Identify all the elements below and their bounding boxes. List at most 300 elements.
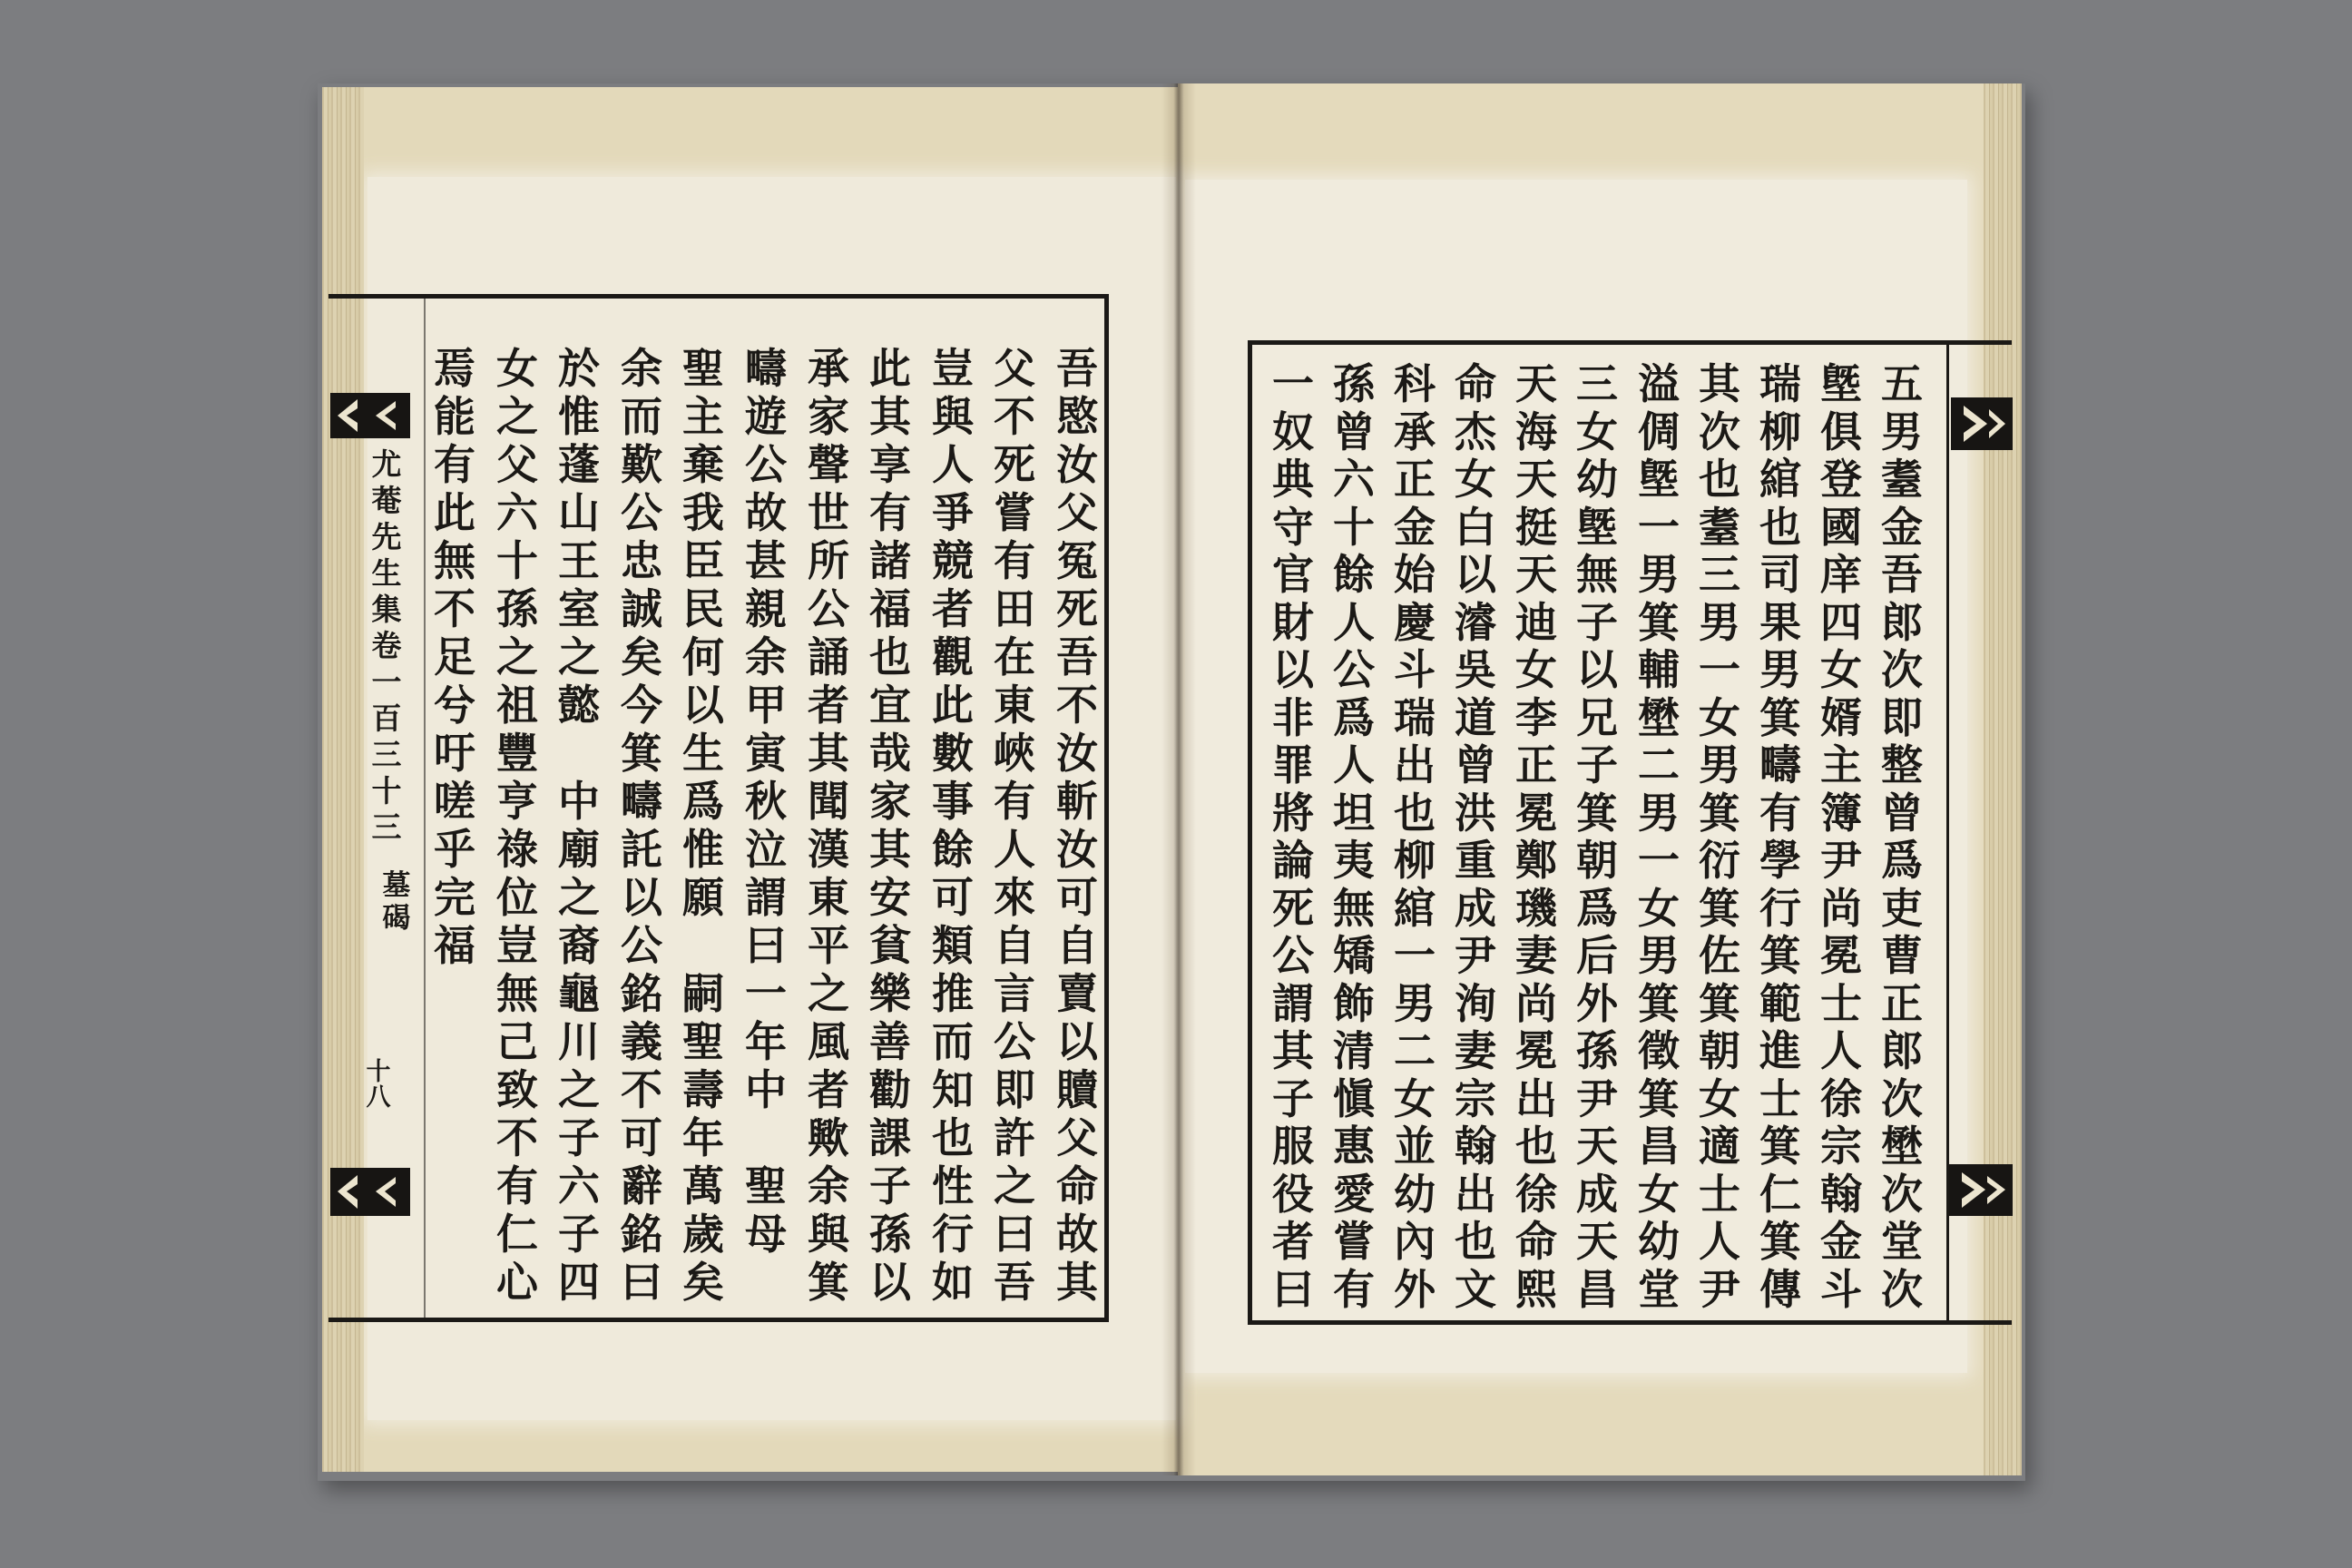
glyph: 耋 [1881, 455, 1923, 504]
glyph: 子 [558, 1210, 600, 1259]
glyph: 尹 [1576, 1073, 1618, 1123]
glyph: 箕 [1759, 931, 1801, 980]
glyph: 子 [869, 1161, 911, 1210]
glyph: 女 [1638, 883, 1680, 933]
glyph: 士 [1820, 978, 1862, 1028]
glyph: 六 [496, 488, 538, 537]
glyph: 福 [434, 921, 475, 970]
glyph: 綰 [1759, 455, 1801, 504]
glyph: 家 [869, 777, 911, 826]
glyph: 己 [496, 1017, 538, 1066]
glyph: 有 [994, 536, 1035, 585]
glyph: 冤 [1056, 536, 1098, 585]
glyph: 衍 [1699, 836, 1740, 885]
glyph: 箕 [1638, 597, 1680, 647]
glyph: 王 [558, 536, 600, 585]
fishtail-lower-right-ornament [1949, 1164, 2013, 1216]
glyph: 甚 [745, 536, 787, 585]
glyph: 父 [1056, 1113, 1098, 1162]
glyph: 有 [496, 1161, 538, 1210]
glyph: 心 [496, 1258, 538, 1307]
glyph: 吏 [1881, 883, 1923, 933]
glyph: 爲 [682, 777, 724, 826]
glyph: 不 [994, 392, 1035, 441]
glyph: 一 [371, 664, 402, 700]
glyph: 聖 [682, 1017, 724, 1066]
glyph: 出 [1515, 1073, 1557, 1123]
glyph: 菴 [371, 483, 402, 518]
glyph: 一 [1394, 931, 1436, 980]
glyph: 乎 [434, 825, 475, 874]
glyph: 聞 [808, 777, 849, 826]
glyph: 致 [496, 1065, 538, 1114]
glyph: 始 [1394, 550, 1436, 599]
glyph: 聲 [808, 440, 849, 489]
glyph: 泣 [745, 825, 787, 874]
glyph: 財 [1272, 597, 1314, 647]
glyph: 不 [1056, 681, 1098, 730]
glyph: 以 [682, 681, 724, 730]
glyph: 男 [1699, 740, 1740, 789]
glyph: 婿 [1820, 692, 1862, 742]
glyph: 十 [371, 773, 402, 808]
glyph: 愛 [1333, 1169, 1375, 1219]
glyph: 女 [1576, 407, 1618, 456]
glyph: 曰 [621, 1258, 662, 1307]
glyph: 惟 [682, 825, 724, 874]
glyph: 李 [1515, 692, 1557, 742]
glyph: 以 [1576, 645, 1618, 694]
glyph: 兄 [1576, 692, 1618, 742]
glyph: 慶 [1394, 597, 1436, 647]
glyph: 男 [1759, 645, 1801, 694]
glyph: 昌 [1576, 1264, 1618, 1314]
margin-collection-title [367, 446, 407, 846]
glyph: 者 [932, 584, 974, 633]
right-text-column-7 [1511, 360, 1562, 1313]
glyph: 箕 [1759, 1122, 1801, 1171]
glyph: 即 [994, 1065, 1035, 1114]
glyph: 裔 [558, 921, 600, 970]
glyph: 臣 [682, 536, 724, 585]
glyph: 男 [1638, 788, 1680, 838]
glyph: 徵 [1638, 1026, 1680, 1075]
glyph: 其 [869, 825, 911, 874]
left-text-column-1 [1052, 345, 1102, 1307]
glyph: 郎 [1881, 1026, 1923, 1075]
glyph: 諸 [869, 536, 911, 585]
glyph: 曾 [1333, 407, 1375, 456]
glyph: 尤 [371, 446, 402, 482]
glyph: 位 [496, 873, 538, 922]
glyph: 忠 [621, 536, 662, 585]
glyph: 之 [558, 1065, 600, 1114]
right-text-column-1 [1877, 360, 1927, 1313]
glyph: 出 [1394, 740, 1436, 789]
glyph: 服 [1272, 1122, 1314, 1171]
left-margin-column-divider [424, 294, 426, 1322]
glyph: 斬 [1056, 777, 1098, 826]
glyph: 簿 [1820, 788, 1862, 838]
glyph: 柳 [1394, 836, 1436, 885]
glyph: 女 [1515, 645, 1557, 694]
glyph: 箕 [1759, 692, 1801, 742]
glyph: 宜 [869, 681, 911, 730]
glyph: 洪 [1455, 788, 1496, 838]
glyph: 冕 [1515, 1026, 1557, 1075]
right-text-column-5 [1633, 360, 1684, 1313]
glyph: 甲 [745, 681, 787, 730]
glyph: 樂 [869, 969, 911, 1018]
glyph: 六 [558, 1161, 600, 1210]
fishtail-upper-right-ornament [1951, 397, 2013, 450]
glyph: 尹 [1820, 836, 1862, 885]
left-text-column-4 [865, 345, 916, 1307]
right-frame-bottom-rule [1248, 1320, 2012, 1325]
glyph: 斗 [1394, 645, 1436, 694]
glyph: 中 [558, 777, 600, 826]
glyph: 汝 [1056, 440, 1098, 489]
glyph: 世 [808, 488, 849, 537]
right-text-column-6 [1572, 360, 1622, 1313]
glyph: 曰 [745, 921, 787, 970]
glyph: 嗣 [682, 969, 724, 1018]
glyph: 子 [558, 1113, 600, 1162]
glyph: 愍 [1056, 392, 1098, 441]
glyph: 倜 [1638, 407, 1680, 456]
glyph: 父 [994, 344, 1035, 393]
glyph: 次 [1881, 1073, 1923, 1123]
glyph: 故 [745, 488, 787, 537]
glyph: 東 [808, 873, 849, 922]
glyph: 女 [1699, 692, 1740, 742]
glyph: 銘 [621, 969, 662, 1018]
glyph: 足 [434, 632, 475, 681]
glyph: 遊 [745, 392, 787, 441]
glyph: 宗 [1455, 1073, 1496, 1123]
glyph: 吾 [994, 1258, 1035, 1307]
glyph: 命 [1515, 1217, 1557, 1266]
glyph: 庠 [1820, 550, 1862, 599]
glyph: 子 [1576, 597, 1618, 647]
glyph: 東 [994, 681, 1035, 730]
glyph: 聖 [682, 344, 724, 393]
glyph: 役 [1272, 1169, 1314, 1219]
glyph: 祿 [496, 825, 538, 874]
glyph: 能 [434, 392, 475, 441]
glyph: 重 [1455, 836, 1496, 885]
glyph: 其 [869, 392, 911, 441]
glyph: 男 [1881, 407, 1923, 456]
glyph: 孫 [1333, 359, 1375, 408]
glyph: 棄 [682, 440, 724, 489]
glyph: 女 [1820, 645, 1862, 694]
glyph: 以 [1455, 550, 1496, 599]
glyph: 奴 [1272, 407, 1314, 456]
glyph: 也 [1699, 455, 1740, 504]
glyph: 徐 [1515, 1169, 1557, 1219]
glyph: 於 [558, 344, 600, 393]
glyph: 幼 [1394, 1169, 1436, 1219]
glyph: 以 [869, 1258, 911, 1307]
glyph: 一 [1638, 836, 1680, 885]
glyph: 余 [745, 632, 787, 681]
glyph: 死 [1056, 584, 1098, 633]
glyph: 課 [869, 1113, 911, 1162]
glyph: 墍 [1820, 359, 1862, 408]
glyph: 壄 [1638, 692, 1680, 742]
glyph: 箕 [1699, 883, 1740, 933]
glyph: 三 [1699, 550, 1740, 599]
glyph: 仁 [1759, 1169, 1801, 1219]
glyph: 冕 [1515, 788, 1557, 838]
glyph: 矯 [1333, 931, 1375, 980]
glyph: 以 [621, 873, 662, 922]
glyph: 愼 [1333, 1073, 1375, 1123]
glyph: 十 [366, 1058, 391, 1086]
glyph: 堂 [1638, 1264, 1680, 1314]
glyph: 男 [1394, 978, 1436, 1028]
glyph: 十 [1333, 502, 1375, 552]
glyph: 道 [1455, 692, 1496, 742]
glyph: 有 [994, 777, 1035, 826]
glyph: 海 [1515, 407, 1557, 456]
glyph: 汝 [1056, 825, 1098, 874]
glyph: 金 [1881, 502, 1923, 552]
glyph: 吾 [1056, 632, 1098, 681]
left-frame-top-rule [328, 294, 1109, 299]
left-text-column-2 [989, 345, 1040, 1307]
glyph: 孫 [1576, 1026, 1618, 1075]
glyph: 堂 [1881, 1217, 1923, 1266]
glyph: 母 [745, 1210, 787, 1259]
glyph: 不 [434, 584, 475, 633]
glyph: 類 [932, 921, 974, 970]
glyph: 死 [1272, 883, 1314, 933]
glyph: 田 [994, 584, 1035, 633]
glyph: 有 [1759, 788, 1801, 838]
glyph: 如 [932, 1258, 974, 1307]
glyph: 幼 [1638, 1217, 1680, 1266]
glyph: 曰 [1272, 1264, 1314, 1314]
glyph: 故 [1056, 1210, 1098, 1259]
glyph: 爲 [1333, 692, 1375, 742]
glyph: 柳 [1759, 407, 1801, 456]
glyph: 知 [932, 1065, 974, 1114]
glyph: 尚 [1515, 978, 1557, 1028]
glyph: 聖 [745, 1161, 787, 1210]
glyph: 箕 [808, 1258, 849, 1307]
glyph: 壄 [1881, 1122, 1923, 1171]
right-text-column-3 [1755, 360, 1806, 1313]
glyph: 公 [994, 1017, 1035, 1066]
glyph: 妻 [1515, 931, 1557, 980]
glyph: 進 [1759, 1026, 1801, 1075]
glyph: 論 [1272, 836, 1314, 885]
glyph: 命 [1455, 359, 1496, 408]
glyph: 安 [869, 873, 911, 922]
glyph: 爲 [1881, 836, 1923, 885]
glyph: 冕 [1820, 931, 1862, 980]
glyph: 年 [682, 1113, 724, 1162]
glyph: 后 [1576, 931, 1618, 980]
glyph: 溢 [1638, 359, 1680, 408]
glyph: 一 [1699, 645, 1740, 694]
glyph: 其 [1699, 359, 1740, 408]
glyph: 家 [808, 392, 849, 441]
right-text-column-11 [1268, 360, 1318, 1313]
glyph: 所 [808, 536, 849, 585]
glyph: 山 [558, 488, 600, 537]
glyph: 璣 [1515, 883, 1557, 933]
glyph: 斗 [1820, 1264, 1862, 1314]
glyph: 哉 [869, 729, 911, 778]
glyph: 尚 [1820, 883, 1862, 933]
glyph: 次 [1881, 1264, 1923, 1314]
glyph: 川 [558, 1017, 600, 1066]
glyph: 一 [745, 969, 787, 1018]
glyph: 女 [1638, 1169, 1680, 1219]
glyph: 中 [745, 1065, 787, 1114]
glyph: 女 [496, 344, 538, 393]
glyph: 義 [621, 1017, 662, 1066]
glyph: 一 [1272, 359, 1314, 408]
glyph: 銘 [621, 1210, 662, 1259]
glyph: 即 [1881, 692, 1923, 742]
glyph: 以 [1056, 1017, 1098, 1066]
glyph: 疇 [621, 777, 662, 826]
glyph: 我 [682, 488, 724, 537]
glyph: 享 [869, 440, 911, 489]
glyph: 與 [808, 1210, 849, 1259]
glyph: 公 [621, 488, 662, 537]
glyph: 汝 [1056, 729, 1098, 778]
glyph: 箕 [1638, 1073, 1680, 1123]
glyph: 者 [808, 1065, 849, 1114]
glyph: 豈 [496, 921, 538, 970]
glyph: 其 [1056, 1258, 1098, 1307]
glyph: 完 [434, 873, 475, 922]
glyph: 次 [1881, 1169, 1923, 1219]
glyph: 出 [1455, 1169, 1496, 1219]
glyph: 與 [932, 392, 974, 441]
glyph: 自 [1056, 921, 1098, 970]
glyph: 三 [371, 809, 402, 845]
glyph: 罪 [1272, 740, 1314, 789]
glyph: 其 [1272, 1026, 1314, 1075]
glyph: 飾 [1333, 978, 1375, 1028]
glyph: 仁 [496, 1210, 538, 1259]
glyph: 集 [371, 592, 402, 627]
blank-space [740, 1114, 791, 1162]
glyph: 傳 [1759, 1264, 1801, 1314]
glyph: 之 [496, 392, 538, 441]
glyph: 司 [1759, 550, 1801, 599]
glyph: 吾 [1881, 550, 1923, 599]
glyph: 百 [371, 701, 402, 736]
glyph: 天 [1515, 359, 1557, 408]
glyph: 洵 [1455, 978, 1496, 1028]
glyph: 歟 [808, 1113, 849, 1162]
glyph: 六 [1333, 455, 1375, 504]
glyph: 疇 [745, 344, 787, 393]
left-text-column-7 [678, 345, 729, 1307]
glyph: 宗 [1820, 1122, 1862, 1171]
right-frame-top-rule [1248, 340, 2012, 345]
glyph: 室 [558, 584, 600, 633]
glyph: 焉 [434, 344, 475, 393]
glyph: 天 [1576, 1122, 1618, 1171]
glyph: 自 [994, 921, 1035, 970]
glyph: 文 [1455, 1264, 1496, 1314]
glyph: 卷 [371, 628, 402, 663]
glyph: 也 [1394, 788, 1436, 838]
glyph: 兮 [434, 681, 475, 730]
glyph: 以 [1272, 645, 1314, 694]
glyph: 性 [932, 1161, 974, 1210]
glyph: 次 [1699, 407, 1740, 456]
glyph: 公 [808, 584, 849, 633]
right-text-column-4 [1694, 360, 1745, 1313]
left-text-column-11 [429, 345, 480, 970]
glyph: 廟 [558, 825, 600, 874]
left-text-column-5 [803, 345, 854, 1307]
glyph: 疇 [1759, 740, 1801, 789]
glyph: 清 [1333, 1026, 1375, 1075]
glyph: 墍 [1576, 502, 1618, 552]
glyph: 也 [1759, 502, 1801, 552]
glyph: 妻 [1455, 1026, 1496, 1075]
glyph: 主 [1820, 740, 1862, 789]
glyph: 瑞 [1759, 359, 1801, 408]
glyph: 曹 [1881, 931, 1923, 980]
glyph: 壽 [682, 1065, 724, 1114]
glyph: 公 [1272, 931, 1314, 980]
glyph: 承 [1394, 407, 1436, 456]
glyph: 也 [932, 1113, 974, 1162]
glyph: 無 [1333, 883, 1375, 933]
glyph: 金 [1820, 1217, 1862, 1266]
glyph: 次 [1881, 645, 1923, 694]
glyph: 朝 [1576, 836, 1618, 885]
glyph: 無 [496, 969, 538, 1018]
glyph: 公 [745, 440, 787, 489]
glyph: 者 [808, 681, 849, 730]
glyph: 贖 [1056, 1065, 1098, 1114]
glyph: 蓬 [558, 440, 600, 489]
glyph: 主 [682, 392, 724, 441]
glyph: 子 [1272, 1073, 1314, 1123]
glyph: 今 [621, 681, 662, 730]
glyph: 正 [1881, 978, 1923, 1028]
glyph: 四 [1820, 597, 1862, 647]
margin-section-label [378, 869, 415, 935]
glyph: 不 [496, 1113, 538, 1162]
glyph: 熙 [1515, 1264, 1557, 1314]
glyph: 墍 [1638, 455, 1680, 504]
right-text-column-2 [1816, 360, 1867, 1313]
glyph: 坦 [1333, 788, 1375, 838]
glyph: 有 [1333, 1264, 1375, 1314]
glyph: 金 [1394, 502, 1436, 552]
glyph: 吳 [1455, 645, 1496, 694]
glyph: 吁 [434, 729, 475, 778]
glyph: 父 [496, 440, 538, 489]
glyph: 尹 [1455, 931, 1496, 980]
glyph: 內 [1394, 1217, 1436, 1266]
glyph: 爭 [932, 488, 974, 537]
glyph: 歲 [682, 1210, 724, 1259]
